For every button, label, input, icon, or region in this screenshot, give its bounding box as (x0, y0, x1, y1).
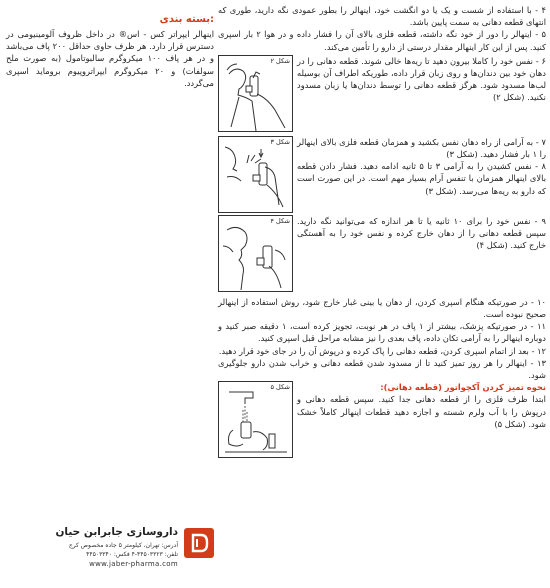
step-5: ۵ - اینهالر را دور از خود نگه داشته، قطعه فلزی بالای آن را فشار داده و در هوا ۲ بار اسپری کنید. پس از این کار اینهالر مقدار درستی از دارو را تأمین می‌کند. (218, 29, 546, 52)
figure-5-image (218, 381, 293, 458)
company-logo (184, 528, 214, 558)
figure-2-label: شکل ۲ (270, 56, 290, 65)
company-address: آدرس: تهران، کیلومتر ۵ جاده مخصوص کرج (68, 542, 178, 549)
figure-3-image (218, 136, 293, 213)
company-name: داروسازی جابرابن حیان (55, 526, 178, 538)
figure-row-3 (218, 136, 546, 213)
step-10: ۱۰ - در صورتیکه هنگام اسپری کردن، از دهان یا بینی غبار خارج شود، روش استفاده از اینهالر صحیح نبوده است. (218, 296, 546, 320)
step-4: ۴ - با استفاده از شست و یک یا دو انگشت خود، اینهالر را بطور عمودی نگه دارید، طوری که انتهای قطعه دهانی به سمت پایین باشد. (218, 5, 546, 28)
step-6: ۶ - نفس خود را کاملا بیرون دهید تا ریه‌ها خالی شوند. قطعه دهانی را در دهان خود بین دندان‌ها و روی زبان قرار داده، طوریکه اطراف آن بوسیله لب‌ها مسدود شود. هرگز قطعه دهانی را توسط دندان‌ها یا زبان مسدود نکنید. (شکل ۲) (297, 55, 546, 103)
figure-row-5 (218, 381, 546, 458)
company-phone: تلفن: ۴۴۵۰۳۳۲۳-۴ فکس: ۴۴۵۰۳۳۴۰ (86, 551, 178, 558)
figure-row-2 (218, 55, 546, 132)
figure-4-label: شکل ۴ (270, 216, 290, 225)
figure-4-image (218, 215, 293, 292)
company-logo-icon (184, 528, 214, 558)
cleaning-title: نحوه تمیز کردن آکچواتور (قطعه دهانی): (380, 382, 546, 393)
press-inhaler-illustration (219, 137, 294, 214)
step-7: ۷ - به آرامی از راه دهان نفس بکشید و همزمان قطعه فلزی بالای اینهالر را ۱ بار فشار دهید. (شکل ۳) (297, 136, 546, 160)
cleaning-text: ابتدا ظرف فلزی را از قطعه دهانی جدا کنید. سپس قطعه دهانی و درپوش را با آب ولرم شسته و اجازه دهید قطعات اینهالر کاملاً خشک شود. (شکل ۵) (297, 394, 546, 429)
packaging-section (6, 14, 214, 89)
hold-breath-illustration (219, 216, 294, 293)
instructions-section (218, 4, 546, 458)
packaging-text: اینهالر ایپراتر کس - اس® در داخل ظروف آلومینیومی در دسترس قرار دارد. هر ظرف حاوی حداقل ۲۰۰ پاف می‌باشد و در هر پاف ۱۰۰ میکروگرم سالبوتامول (به صورت ملح سولفات) و ۲۰ میکروگرم ایپراتروپیوم بروماید اسپری می‌گردد. (6, 29, 214, 88)
company-footer (10, 526, 214, 576)
figure-5-label: شکل ۵ (270, 383, 290, 392)
step-11: ۱۱ - در صورتیکه پزشک، بیشتر از ۱ پاف در هر نوبت، تجویز کرده است، ۱ دقیقه صبر کنید و دوباره اینهالر را به آرامی تکان داده، پاف بعدی را نیز مشابه مراحل قبل اسپری کنید. (218, 321, 546, 344)
packaging-title: بسته بندی: (159, 14, 214, 25)
step-13: ۱۳ - اینهالر را هر روز تمیز کنید تا از مسدود شدن قطعه دهانی و خراب شدن دارو جلوگیری شود. (218, 357, 546, 381)
person-inhaling-illustration (219, 56, 294, 133)
step-12: ۱۲ - بعد از اتمام اسپری کردن، قطعه دهانی را پاک کرده و درپوش آن را در جای خود قرار دهید. (218, 345, 546, 356)
step-8: ۸ - نفس کشیدن را به آرامی ۳ تا ۵ ثانیه ادامه دهید. فشار دادن قطعه بالای اینهالر همزمان با تنفس آرام بسیار مهم است. در این صورت است که دارو به ریه‌ها می‌رسد. (شکل ۳) (297, 161, 546, 196)
step-9: ۹ - نفس خود را برای ۱۰ ثانیه یا تا هر اندازه که می‌توانید نگه دارید. سپس قطعه دهانی را از دهان خارج کرده و نفس خود را به آهستگی خارج کنید. (شکل ۴) (297, 215, 546, 251)
company-website: www.jaber-pharma.com (89, 560, 178, 568)
figure-row-4 (218, 215, 546, 292)
washing-mouthpiece-illustration (219, 382, 294, 459)
figure-2-image (218, 55, 293, 132)
figure-3-label: شکل ۳ (270, 137, 290, 146)
